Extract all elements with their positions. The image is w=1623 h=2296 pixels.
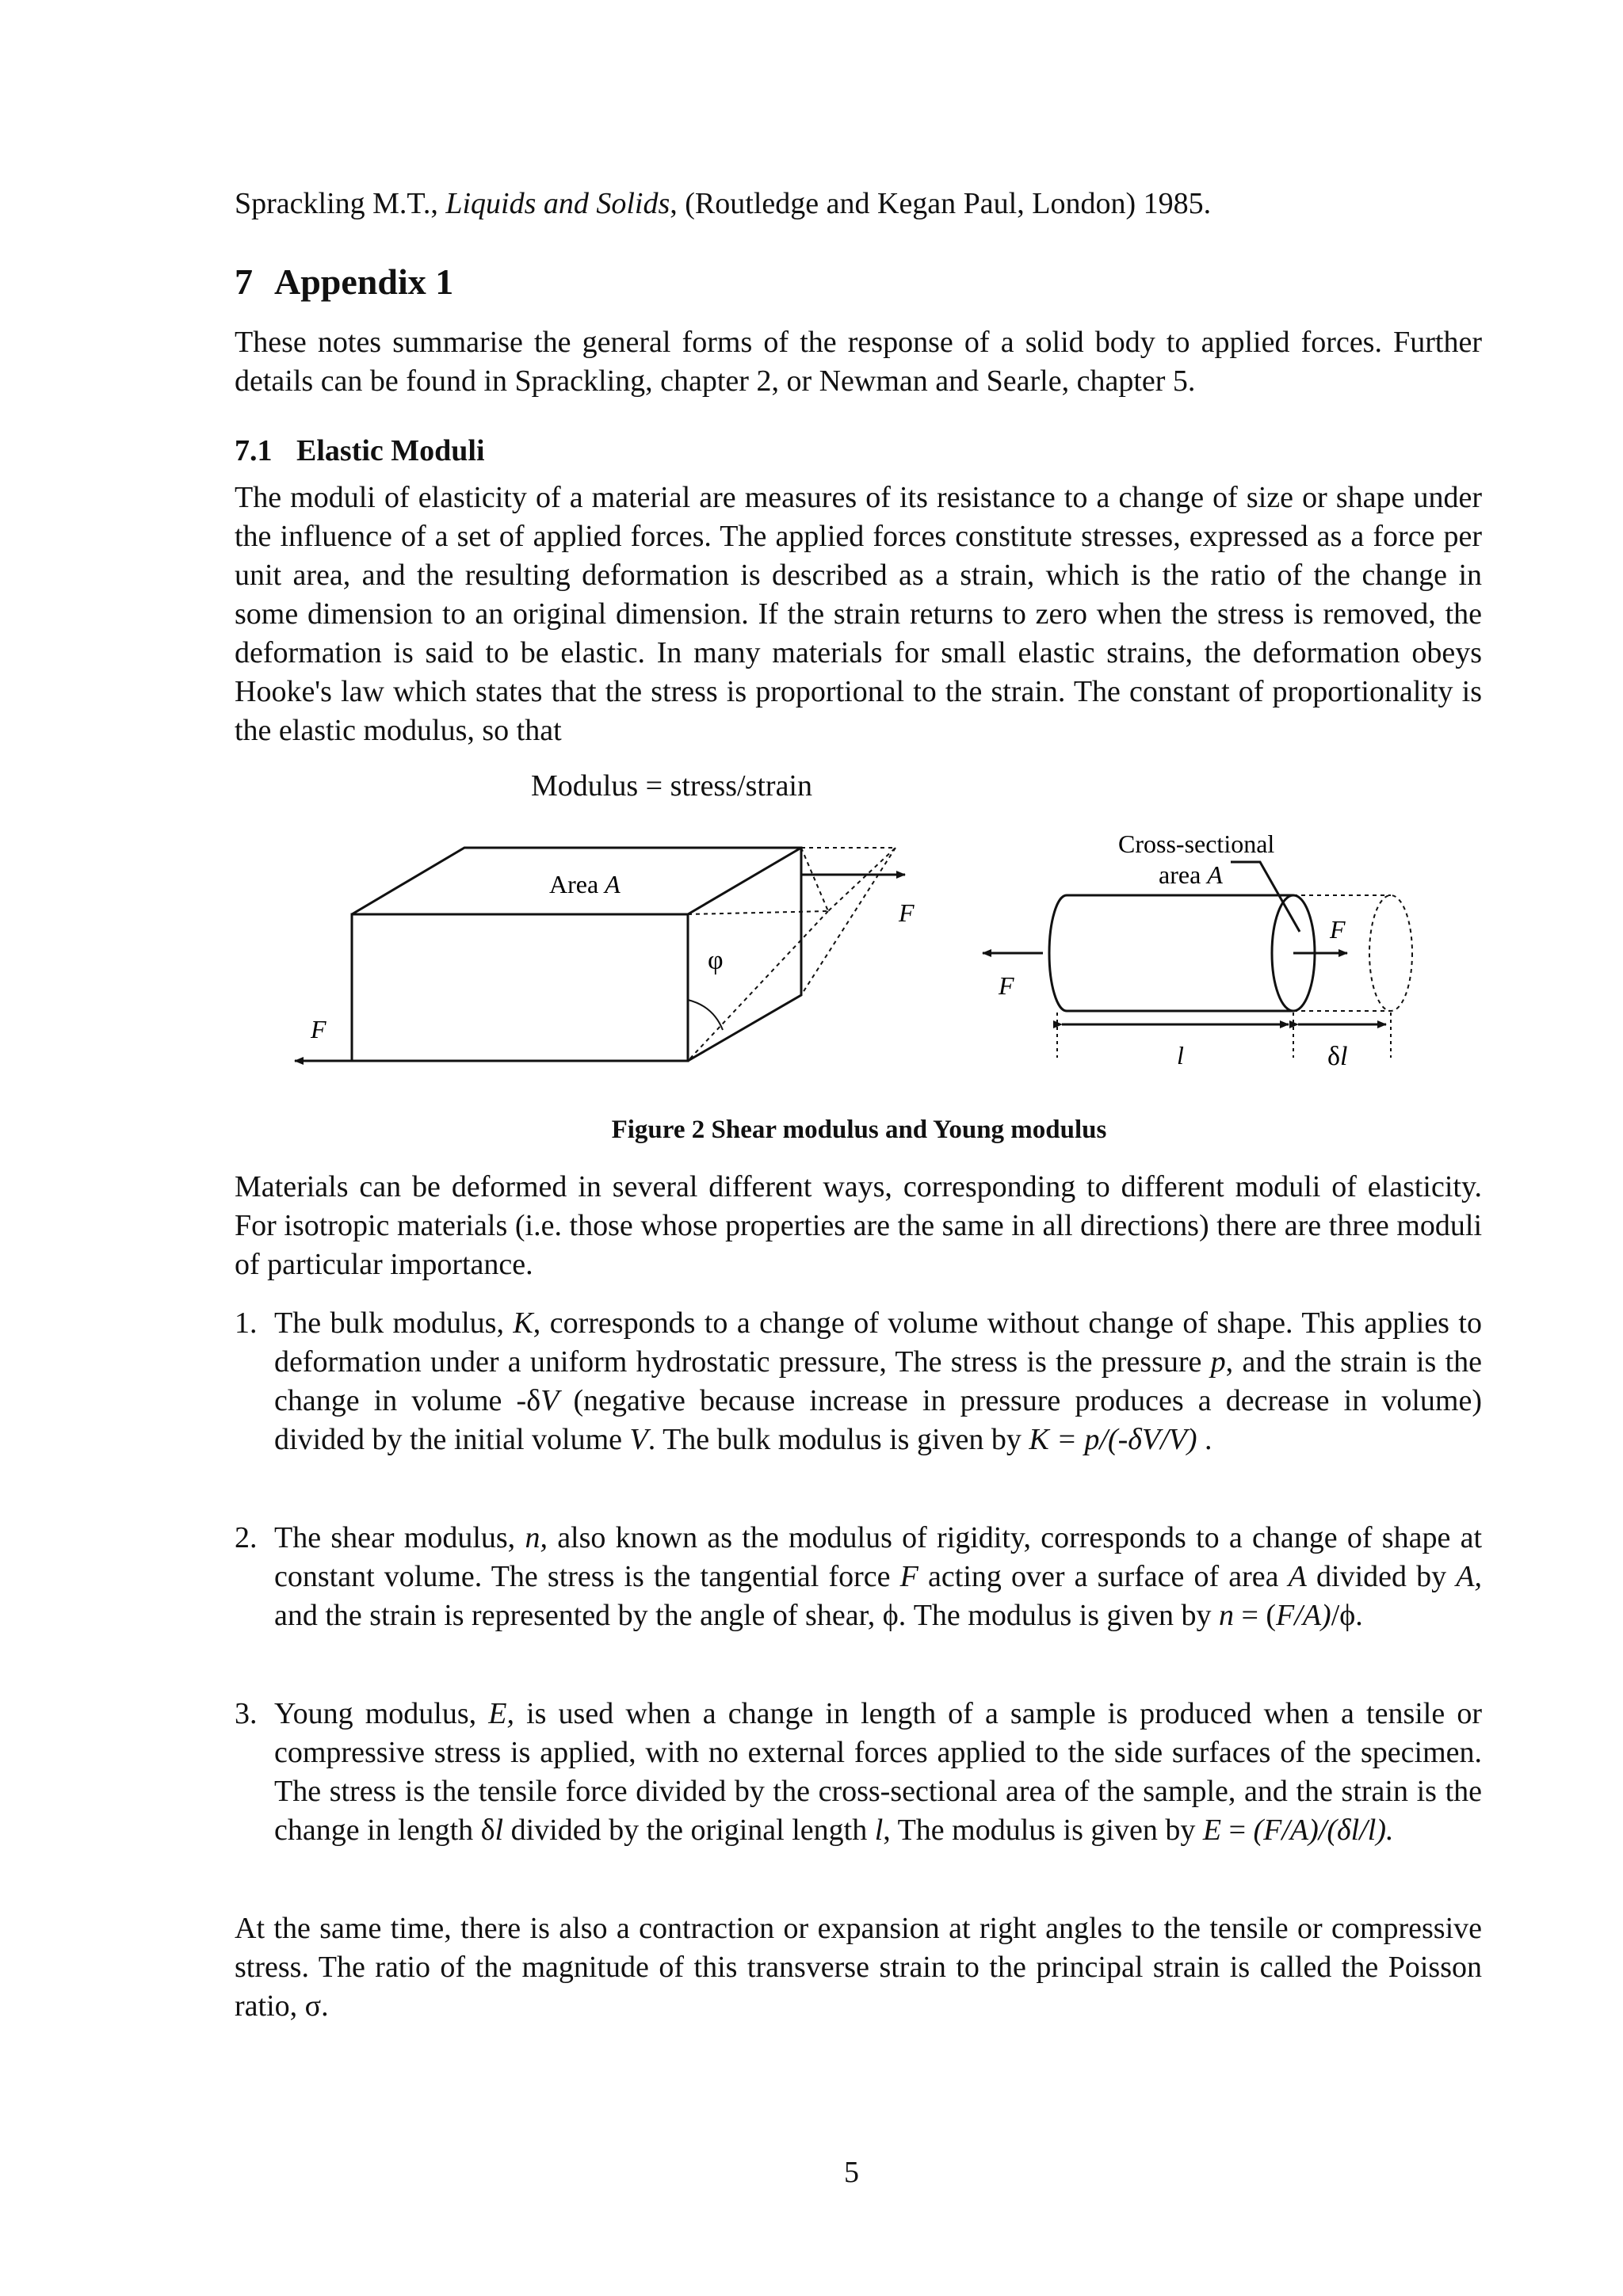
shear-block-front xyxy=(352,914,688,1061)
cylinder-right-end xyxy=(1272,895,1315,1011)
cylinder-left-end xyxy=(1049,895,1067,1011)
shear-block-edge xyxy=(688,848,801,914)
elastic-moduli-paragraph: The moduli of elasticity of a material are measures of its resistance to a change of size or shape under the influence of a set of applied forces. The applied forces constitute stresses, expressed as a force per unit area, and the resulting deformation is described as a strain, which is the ratio of the change in some dimension to an original dimension. If the strain returns to zero when the stress is removed, the deformation is said to be elastic. In many materials for small elastic strains, the deformation obeys Hooke's law which states that the stress is proportional to the strain. The constant of proportionality is the elastic modulus, so that xyxy=(235,481,1482,747)
appendix-number: 7 xyxy=(235,261,253,302)
poisson-paragraph: At the same time, there is also a contraction or expansion at right angles to the tensile or compressive stress. The ratio of the magnitude of this transverse strain to the principal strain is called the Poisson ratio, σ. xyxy=(235,1912,1482,2023)
reference-author: Sprackling M.T., xyxy=(235,187,438,220)
list-item-bulk: 1. The bulk modulus, K, corresponds to a change of volume without change of shape. This applies to deformation under a uniform hydrostatic pressure, The stress is the pressure p, and the strain is the change in volume -δV (negative because increase in pressure produces a decrease in volume) divided by the initial volume V. The bulk modulus is given by K = p/(-δV/V) . xyxy=(235,1304,1482,1459)
section-number: 7.1 xyxy=(235,434,273,467)
reference-title: Liquids and Solids xyxy=(445,187,670,220)
list-item-young: 3. Young modulus, E, is used when a change in length of a sample is produced when a tensile or compressive stress is applied, with no external forces applied to the side surfaces of the specimen. The stress is the tensile force divided by the cross-sectional area of the sample, and the strain is the change in length δl divided by the original length l, The modulus is given by E = (F/A)/(δl/l). xyxy=(235,1695,1482,1850)
reference-line xyxy=(235,185,1482,223)
young-force-label-right: F xyxy=(1330,915,1346,944)
shear-diagram xyxy=(295,848,905,1061)
extension-end xyxy=(1369,895,1412,1011)
shear-angle-label: φ xyxy=(708,946,724,975)
list-item-shear: 2. The shear modulus, n, also known as the modulus of rigidity, corresponds to a change of shape at constant volume. The stress is the tangential force F acting over a surface of area A divided by A, and the strain is represented by the angle of shear, ϕ. The modulus is given by n = (F/A)/ϕ. xyxy=(235,1519,1482,1635)
shear-block-back xyxy=(352,848,801,1061)
sheared-top-outline xyxy=(801,848,896,911)
list-number: 2. xyxy=(235,1521,258,1554)
shear-force-label-top: F xyxy=(899,898,915,927)
reference-rest: , (Routledge and Kegan Paul, London) 1985. xyxy=(670,187,1212,220)
shear-force-label-bottom: F xyxy=(311,1015,327,1043)
appendix-heading xyxy=(235,260,1482,304)
modulus-formula: Modulus = stress/strain xyxy=(531,769,812,803)
sheared-back-edge xyxy=(801,848,896,995)
shear-angle-arc xyxy=(688,1000,723,1030)
list-number: 1. xyxy=(235,1306,258,1340)
length-label: l xyxy=(1177,1041,1184,1070)
list-number: 3. xyxy=(235,1697,258,1730)
cross-section-label-2: area A xyxy=(1159,860,1223,889)
sheared-top-edge xyxy=(688,911,828,914)
materials-paragraph: Materials can be deformed in several different ways, corresponding to different moduli of elasticity. For isotropic materials (i.e. those whose properties are the same in all directions) there are three moduli of particular importance. xyxy=(235,1170,1482,1281)
sheared-front-edge xyxy=(688,911,828,1061)
appendix-title: Appendix 1 xyxy=(274,261,454,302)
section-title: Elastic Moduli xyxy=(296,434,485,467)
appendix-intro: These notes summarise the general forms of the response of a solid body to applied forces. Further details can be found in Sprackling, chapter 2, or Newman and Searle, chapter 5. xyxy=(235,326,1482,398)
page-number: 5 xyxy=(844,2156,859,2189)
sheared-side-edge xyxy=(801,848,828,911)
section-heading xyxy=(235,432,1482,470)
cross-section-label-1: Cross-sectional xyxy=(1118,830,1275,858)
young-force-label-left: F xyxy=(999,971,1014,1000)
shear-area-label: Area A xyxy=(549,870,621,898)
extension-label: δl xyxy=(1327,1042,1348,1071)
figure-caption: Figure 2 Shear modulus and Young modulus xyxy=(611,1116,1107,1144)
cross-section-leader xyxy=(1231,862,1300,932)
young-diagram xyxy=(983,862,1412,1058)
